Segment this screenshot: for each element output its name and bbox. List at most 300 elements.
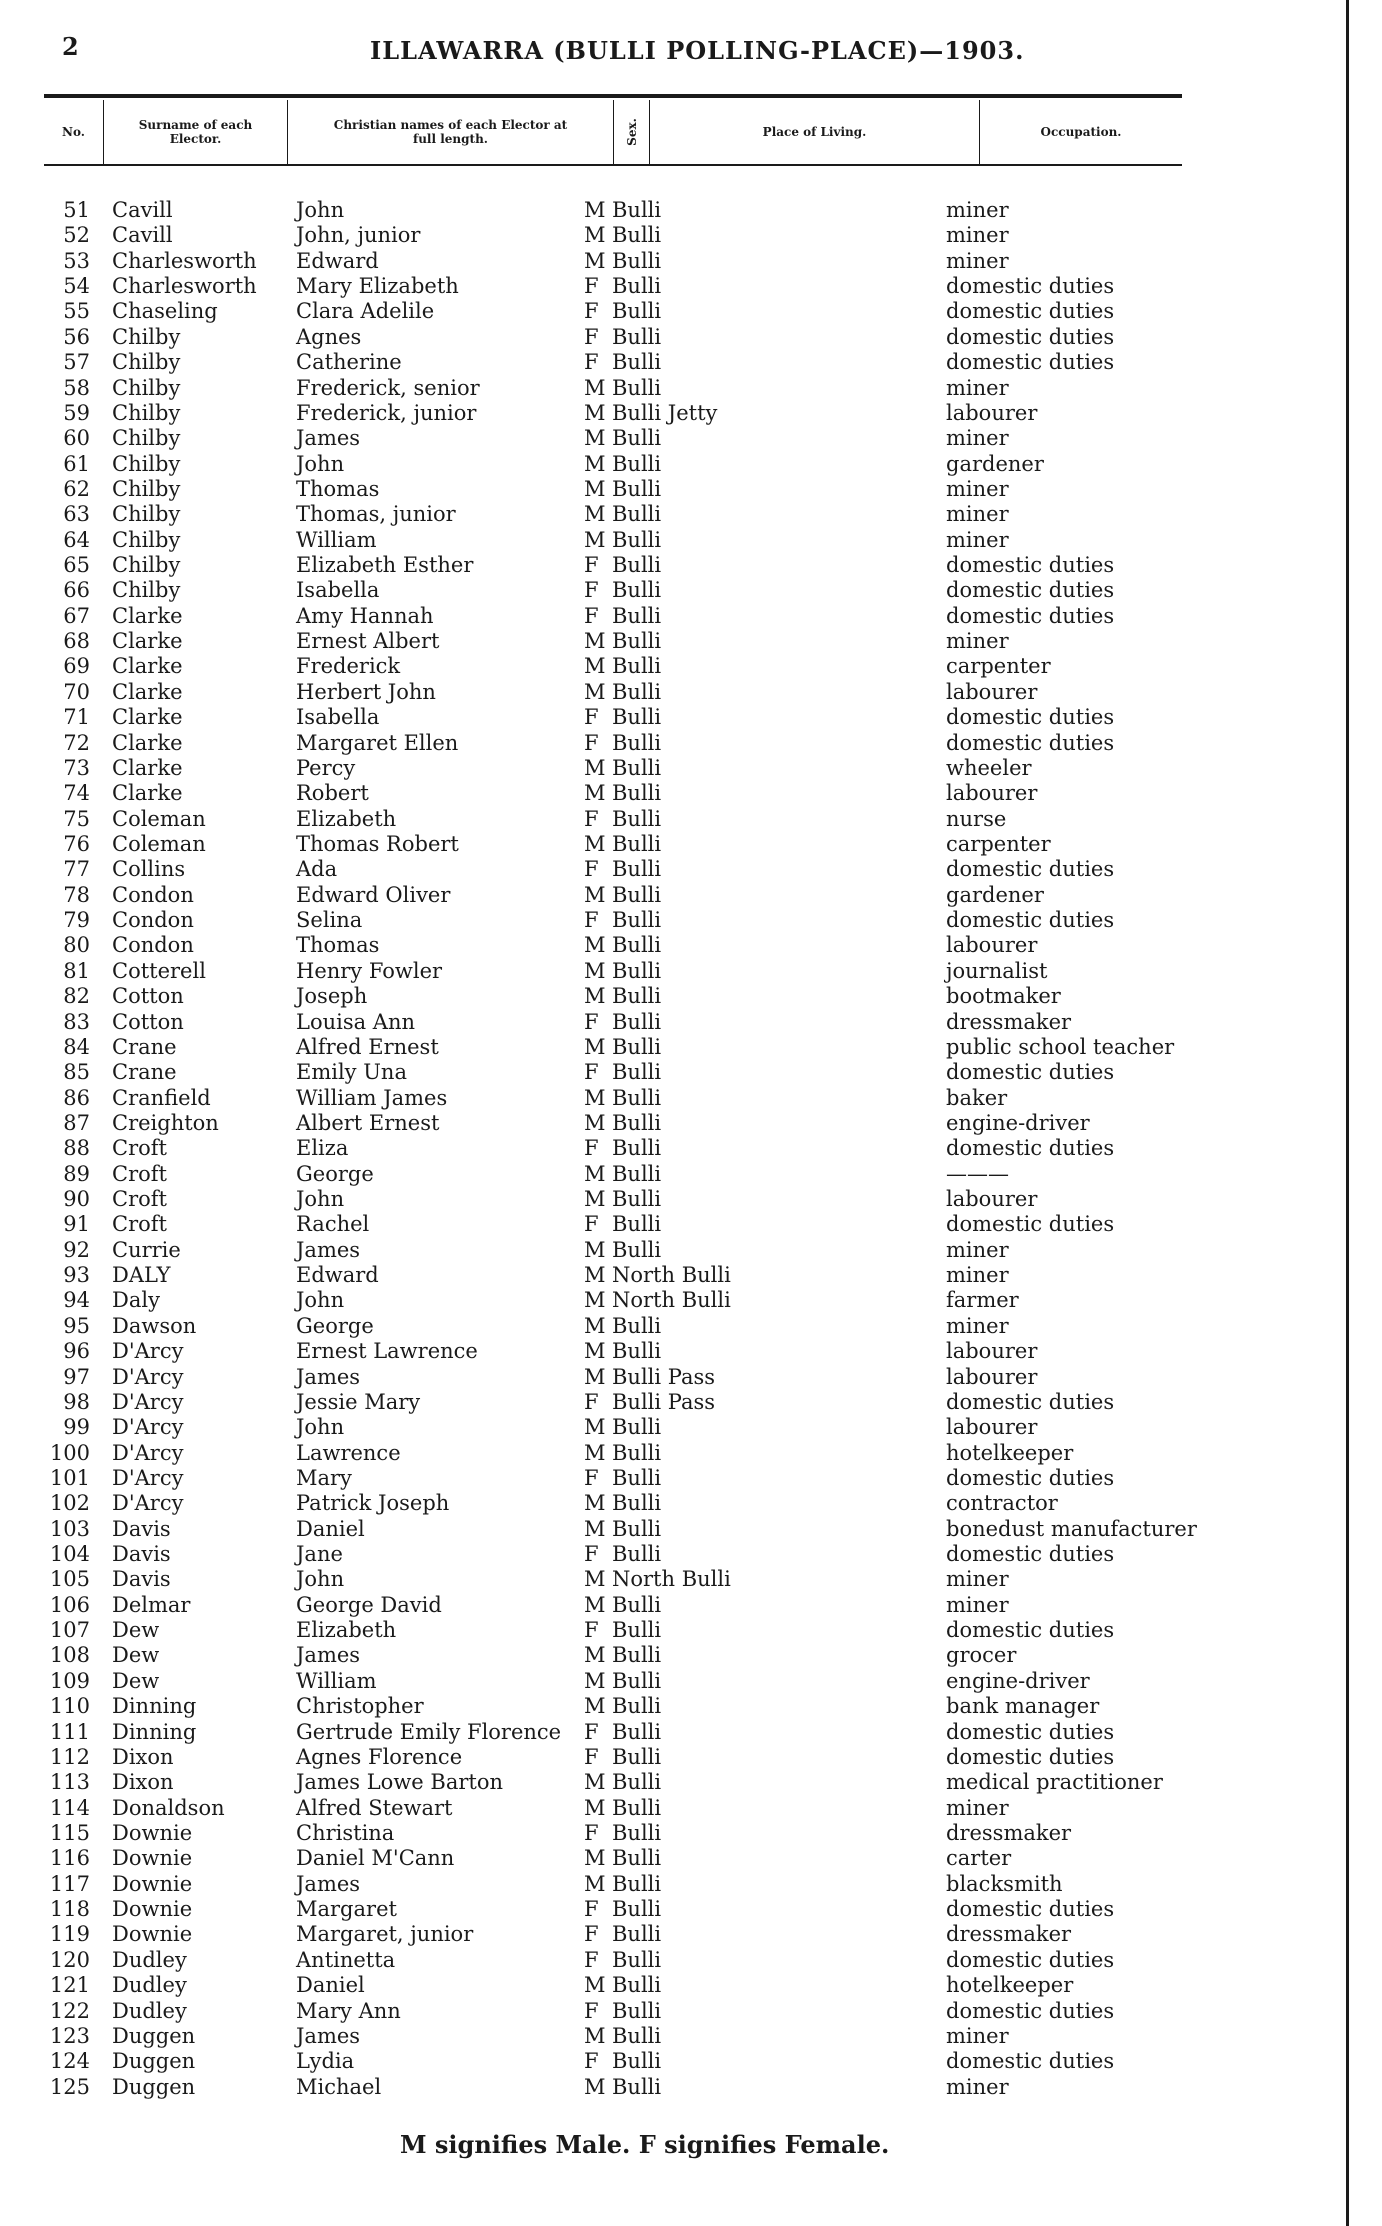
cell-place: Bulli: [612, 198, 662, 222]
cell-surname: Davis: [112, 1567, 171, 1592]
cell-place: Bulli: [612, 1339, 662, 1364]
table-row: [0, 2024, 1382, 2049]
cell-occupation: domestic duties: [946, 553, 1115, 578]
cell-christian: Margaret Ellen: [296, 730, 459, 755]
cell-sex: M: [584, 679, 606, 704]
table-row: [0, 629, 1382, 654]
cell-surname: Duggen: [112, 2023, 196, 2048]
cell-place: Bulli: [612, 1085, 662, 1110]
cell-occupation: domestic duties: [946, 1897, 1115, 1922]
cell-christian: Edward: [296, 248, 379, 273]
header-place: Place of Living.: [650, 100, 980, 164]
cell-place: Bulli: [612, 578, 662, 603]
cell-occupation: miner: [946, 1592, 1009, 1617]
table-row: [0, 1212, 1382, 1237]
cell-christian: James: [296, 1364, 361, 1389]
cell-occupation: miner: [946, 1237, 1009, 1262]
cell-occupation: gardener: [946, 882, 1044, 907]
cell-surname: Crane: [112, 1034, 177, 1059]
cell-no: 68: [63, 629, 90, 654]
cell-surname: Dawson: [112, 1313, 197, 1338]
table-row: [0, 933, 1382, 958]
cell-no: 101: [49, 1465, 90, 1490]
cell-sex: M: [584, 527, 606, 552]
cell-place: Bulli: [612, 223, 662, 248]
cell-christian: Thomas: [296, 933, 380, 958]
cell-sex: M: [584, 2074, 606, 2099]
header-christian: Christian names of each Elector at full length.: [288, 100, 614, 164]
table-row: [0, 1897, 1382, 1922]
cell-no: 106: [49, 1592, 90, 1617]
cell-occupation: carter: [946, 1846, 1012, 1871]
cell-occupation: bonedust manufacturer: [946, 1516, 1197, 1541]
cell-place: Bulli: [612, 831, 662, 856]
column-headers: [44, 100, 1182, 164]
cell-surname: D'Arcy: [112, 1389, 184, 1414]
cell-place: Bulli: [612, 1871, 662, 1896]
cell-no: 58: [63, 375, 90, 400]
cell-no: 94: [63, 1288, 90, 1313]
table-row: [0, 1694, 1382, 1719]
table-row: [0, 426, 1382, 451]
cell-christian: Herbert John: [296, 679, 436, 704]
cell-occupation: miner: [946, 2023, 1009, 2048]
cell-sex: F: [584, 1542, 599, 1567]
table-row: [0, 578, 1382, 603]
table-row: [0, 705, 1382, 730]
cell-surname: Dixon: [112, 1744, 174, 1769]
cell-place: Bulli: [612, 1998, 662, 2023]
cell-no: 81: [63, 958, 90, 983]
cell-occupation: domestic duties: [946, 274, 1115, 299]
cell-no: 74: [63, 781, 90, 806]
cell-surname: Clarke: [112, 679, 183, 704]
cell-sex: F: [584, 1719, 599, 1744]
table-row: [0, 401, 1382, 426]
cell-christian: Antinetta: [296, 1947, 396, 1972]
cell-place: Bulli: [612, 1161, 662, 1186]
cell-surname: Donaldson: [112, 1795, 225, 1820]
table-row: [0, 1187, 1382, 1212]
cell-surname: Chilby: [112, 502, 181, 527]
cell-occupation: miner: [946, 629, 1009, 654]
cell-occupation: domestic duties: [946, 1947, 1115, 1972]
cell-no: 60: [63, 426, 90, 451]
cell-christian: Thomas: [296, 476, 380, 501]
table-row: [0, 1365, 1382, 1390]
cell-christian: John: [296, 451, 345, 476]
cell-christian: Ada: [296, 857, 338, 882]
cell-occupation: domestic duties: [946, 1212, 1115, 1237]
cell-surname: Clarke: [112, 705, 183, 730]
table-row: [0, 857, 1382, 882]
table-row: [0, 477, 1382, 502]
cell-place: North Bulli: [612, 1288, 731, 1313]
cell-christian: John: [296, 1567, 345, 1592]
cell-christian: Isabella: [296, 578, 380, 603]
cell-no: 54: [63, 274, 90, 299]
table-row: [0, 1491, 1382, 1516]
cell-sex: F: [584, 324, 599, 349]
cell-sex: M: [584, 958, 606, 983]
cell-surname: Cotton: [112, 984, 184, 1009]
cell-occupation: domestic duties: [946, 1618, 1115, 1643]
cell-place: Bulli: [612, 705, 662, 730]
cell-place: Bulli: [612, 1821, 662, 1845]
cell-surname: Collins: [112, 857, 186, 882]
cell-place: Bulli: [612, 1313, 662, 1338]
table-row: [0, 1593, 1382, 1618]
table-row: [0, 1314, 1382, 1339]
cell-place: Bulli: [612, 1922, 662, 1947]
cell-occupation: wheeler: [946, 755, 1032, 780]
cell-place: Bulli: [612, 1009, 662, 1034]
cell-place: Bulli: [612, 958, 662, 983]
table-row: [0, 604, 1382, 629]
cell-place: Bulli: [612, 933, 662, 958]
elector-list: [0, 198, 1382, 2100]
cell-no: 110: [49, 1694, 90, 1719]
cell-place: Bulli: [612, 1719, 662, 1744]
table-row: [0, 299, 1382, 324]
cell-occupation: labourer: [946, 933, 1038, 958]
cell-christian: Jessie Mary: [296, 1389, 421, 1414]
table-row: [0, 1643, 1382, 1668]
cell-place: Bulli: [612, 882, 662, 907]
cell-christian: George David: [296, 1592, 442, 1617]
cell-sex: M: [584, 1516, 606, 1541]
cell-place: Bulli Pass: [612, 1389, 716, 1414]
cell-no: 98: [63, 1389, 90, 1414]
cell-no: 72: [63, 730, 90, 755]
cell-sex: M: [584, 1364, 606, 1389]
cell-surname: Davis: [112, 1542, 171, 1567]
cell-no: 52: [63, 223, 90, 248]
cell-sex: M: [584, 1592, 606, 1617]
cell-sex: M: [584, 1795, 606, 1820]
cell-christian: James: [296, 426, 361, 451]
cell-occupation: domestic duties: [946, 1998, 1115, 2023]
table-row: [0, 1922, 1382, 1947]
cell-surname: Crane: [112, 1060, 177, 1085]
header-no: No.: [44, 100, 104, 164]
cell-sex: M: [584, 426, 606, 451]
table-row: [0, 1999, 1382, 2024]
cell-place: North Bulli: [612, 1567, 731, 1592]
cell-no: 90: [63, 1187, 90, 1212]
header-occupation: Occupation.: [1040, 125, 1122, 139]
cell-christian: William: [296, 1668, 377, 1693]
cell-sex: F: [584, 350, 599, 375]
cell-place: Bulli: [612, 1212, 662, 1237]
cell-no: 116: [49, 1846, 90, 1871]
cell-surname: Clarke: [112, 730, 183, 755]
cell-surname: Downie: [112, 1846, 193, 1871]
table-row: [0, 198, 1382, 223]
top-rule: [44, 94, 1182, 98]
cell-place: Bulli: [612, 654, 662, 679]
cell-occupation: labourer: [946, 679, 1038, 704]
cell-christian: Ernest Albert: [296, 629, 440, 654]
cell-christian: Edward Oliver: [296, 882, 451, 907]
table-row: [0, 274, 1382, 299]
cell-christian: Alfred Ernest: [296, 1034, 439, 1059]
cell-sex: M: [584, 1491, 606, 1516]
cell-no: 65: [63, 553, 90, 578]
cell-no: 123: [49, 2023, 90, 2048]
cell-sex: M: [584, 1161, 606, 1186]
cell-sex: M: [584, 1034, 606, 1059]
cell-christian: James: [296, 1871, 361, 1896]
cell-sex: M: [584, 654, 606, 679]
table-row: [0, 1973, 1382, 1998]
cell-sex: F: [584, 553, 599, 578]
cell-christian: Isabella: [296, 705, 380, 730]
table-row: [0, 1390, 1382, 1415]
cell-christian: Alfred Stewart: [296, 1795, 453, 1820]
cell-surname: Coleman: [112, 831, 206, 856]
table-row: [0, 1466, 1382, 1491]
cell-sex: M: [584, 223, 606, 248]
cell-sex: F: [584, 1136, 599, 1161]
cell-christian: Thomas Robert: [296, 831, 459, 856]
cell-occupation: engine-driver: [946, 1110, 1090, 1135]
cell-sex: M: [584, 1339, 606, 1364]
cell-surname: D'Arcy: [112, 1339, 184, 1364]
cell-sex: M: [584, 1643, 606, 1668]
cell-occupation: dressmaker: [946, 1009, 1072, 1034]
page-edge-line: [1346, 0, 1349, 2226]
cell-sex: M: [584, 1440, 606, 1465]
table-row: [0, 1542, 1382, 1567]
cell-sex: M: [584, 1694, 606, 1719]
cell-sex: F: [584, 1897, 599, 1922]
table-row: [0, 1263, 1382, 1288]
table-row: [0, 1111, 1382, 1136]
cell-place: Bulli: [612, 527, 662, 552]
cell-place: Bulli: [612, 502, 662, 527]
cell-christian: Eliza: [296, 1136, 349, 1161]
cell-place: Bulli: [612, 1643, 662, 1668]
cell-surname: Dixon: [112, 1770, 174, 1795]
cell-surname: Croft: [112, 1187, 167, 1212]
cell-place: North Bulli: [612, 1263, 731, 1288]
cell-christian: Robert: [296, 781, 369, 806]
table-row: [0, 1517, 1382, 1542]
cell-occupation: blacksmith: [946, 1871, 1063, 1896]
cell-occupation: farmer: [946, 1288, 1019, 1313]
cell-sex: M: [584, 1085, 606, 1110]
cell-christian: James: [296, 2023, 361, 2048]
cell-occupation: journalist: [946, 958, 1048, 983]
cell-sex: F: [584, 274, 599, 299]
cell-no: 57: [63, 350, 90, 375]
cell-no: 104: [49, 1542, 90, 1567]
cell-occupation: domestic duties: [946, 324, 1115, 349]
table-row: [0, 832, 1382, 857]
cell-sex: M: [584, 1567, 606, 1592]
cell-sex: F: [584, 857, 599, 882]
cell-no: 112: [49, 1744, 90, 1769]
cell-occupation: miner: [946, 198, 1009, 222]
cell-occupation: miner: [946, 1263, 1009, 1288]
cell-christian: Clara Adelile: [296, 299, 435, 324]
cell-occupation: engine-driver: [946, 1668, 1090, 1693]
cell-sex: F: [584, 1744, 599, 1769]
cell-occupation: hotelkeeper: [946, 1973, 1074, 1998]
cell-occupation: domestic duties: [946, 705, 1115, 730]
cell-no: 124: [49, 2049, 90, 2074]
cell-surname: Duggen: [112, 2049, 196, 2074]
cell-surname: Chilby: [112, 476, 181, 501]
cell-no: 66: [63, 578, 90, 603]
cell-no: 79: [63, 908, 90, 933]
cell-occupation: grocer: [946, 1643, 1017, 1668]
cell-christian: Henry Fowler: [296, 958, 443, 983]
cell-surname: D'Arcy: [112, 1491, 184, 1516]
cell-place: Bulli Jetty: [612, 400, 718, 425]
cell-occupation: domestic duties: [946, 299, 1115, 324]
cell-sex: M: [584, 629, 606, 654]
cell-place: Bulli: [612, 984, 662, 1009]
table-row: [0, 223, 1382, 248]
cell-place: Bulli: [612, 908, 662, 933]
cell-no: 82: [63, 984, 90, 1009]
header-surname: Surname of each Elector.: [104, 100, 288, 164]
cell-surname: Chilby: [112, 400, 181, 425]
table-row: [0, 1035, 1382, 1060]
cell-sex: F: [584, 1060, 599, 1085]
cell-christian: Thomas, junior: [296, 502, 456, 527]
cell-no: 83: [63, 1009, 90, 1034]
cell-place: Bulli: [612, 1947, 662, 1972]
cell-christian: Margaret, junior: [296, 1922, 474, 1947]
cell-surname: Daly: [112, 1288, 160, 1313]
cell-sex: F: [584, 705, 599, 730]
cell-christian: Lawrence: [296, 1440, 401, 1465]
cell-no: 80: [63, 933, 90, 958]
cell-place: Bulli: [612, 1440, 662, 1465]
cell-sex: F: [584, 603, 599, 628]
cell-sex: M: [584, 984, 606, 1009]
cell-no: 99: [63, 1415, 90, 1440]
table-row: [0, 781, 1382, 806]
cell-no: 97: [63, 1364, 90, 1389]
cell-no: 59: [63, 400, 90, 425]
cell-sex: F: [584, 1821, 599, 1845]
cell-no: 73: [63, 755, 90, 780]
table-row: [0, 908, 1382, 933]
cell-no: 84: [63, 1034, 90, 1059]
cell-place: Bulli: [612, 1187, 662, 1212]
table-row: [0, 1010, 1382, 1035]
cell-occupation: labourer: [946, 1415, 1038, 1440]
cell-christian: Emily Una: [296, 1060, 407, 1085]
cell-christian: Percy: [296, 755, 356, 780]
cell-surname: Downie: [112, 1897, 193, 1922]
page-title: ILLAWARRA (BULLI POLLING-PLACE)—1903.: [370, 36, 1025, 65]
cell-no: 111: [49, 1719, 90, 1744]
cell-surname: Clarke: [112, 603, 183, 628]
cell-christian: Michael: [296, 2074, 382, 2099]
cell-no: 70: [63, 679, 90, 704]
cell-sex: M: [584, 1846, 606, 1871]
cell-surname: Chaseling: [112, 299, 218, 324]
cell-occupation: labourer: [946, 1187, 1038, 1212]
table-row: [0, 350, 1382, 375]
cell-christian: Mary Ann: [296, 1998, 401, 2023]
table-row: [0, 325, 1382, 350]
table-row: [0, 1238, 1382, 1263]
cell-occupation: domestic duties: [946, 1389, 1115, 1414]
header-sex: Sex.: [614, 100, 650, 164]
cell-no: 113: [49, 1770, 90, 1795]
cell-christian: Joseph: [296, 984, 368, 1009]
cell-christian: George: [296, 1313, 374, 1338]
cell-christian: Mary: [296, 1465, 352, 1490]
cell-no: 114: [49, 1795, 90, 1820]
cell-place: Bulli: [612, 603, 662, 628]
cell-occupation: domestic duties: [946, 1060, 1115, 1085]
cell-occupation: domestic duties: [946, 1136, 1115, 1161]
cell-place: Bulli: [612, 1491, 662, 1516]
cell-surname: Delmar: [112, 1592, 191, 1617]
cell-occupation: carpenter: [946, 831, 1051, 856]
table-row: [0, 249, 1382, 274]
cell-no: 103: [49, 1516, 90, 1541]
table-row: [0, 1821, 1382, 1846]
cell-surname: Croft: [112, 1136, 167, 1161]
cell-surname: Cotton: [112, 1009, 184, 1034]
cell-surname: D'Arcy: [112, 1415, 184, 1440]
cell-surname: Chilby: [112, 350, 181, 375]
cell-christian: Daniel M'Cann: [296, 1846, 455, 1871]
cell-sex: F: [584, 578, 599, 603]
table-row: [0, 1618, 1382, 1643]
cell-no: 56: [63, 324, 90, 349]
cell-sex: M: [584, 1110, 606, 1135]
cell-sex: M: [584, 1237, 606, 1262]
table-row: [0, 528, 1382, 553]
cell-christian: Catherine: [296, 350, 402, 375]
cell-sex: M: [584, 451, 606, 476]
cell-surname: Chilby: [112, 553, 181, 578]
cell-christian: John: [296, 1288, 345, 1313]
cell-surname: Condon: [112, 908, 194, 933]
cell-surname: Croft: [112, 1212, 167, 1237]
table-row: [0, 1339, 1382, 1364]
cell-no: 122: [49, 1998, 90, 2023]
page-number: 2: [62, 32, 79, 61]
cell-no: 78: [63, 882, 90, 907]
cell-christian: George: [296, 1161, 374, 1186]
cell-sex: M: [584, 248, 606, 273]
cell-sex: F: [584, 1389, 599, 1414]
cell-no: 95: [63, 1313, 90, 1338]
table-row: [0, 1162, 1382, 1187]
cell-sex: M: [584, 831, 606, 856]
cell-christian: Christopher: [296, 1694, 424, 1719]
table-row: [0, 1415, 1382, 1440]
cell-no: 119: [49, 1922, 90, 1947]
cell-christian: Elizabeth Esther: [296, 553, 474, 578]
table-row: [0, 1136, 1382, 1161]
cell-sex: F: [584, 1618, 599, 1643]
cell-christian: John: [296, 198, 345, 222]
cell-no: 120: [49, 1947, 90, 1972]
table-row: [0, 654, 1382, 679]
cell-occupation: domestic duties: [946, 857, 1115, 882]
